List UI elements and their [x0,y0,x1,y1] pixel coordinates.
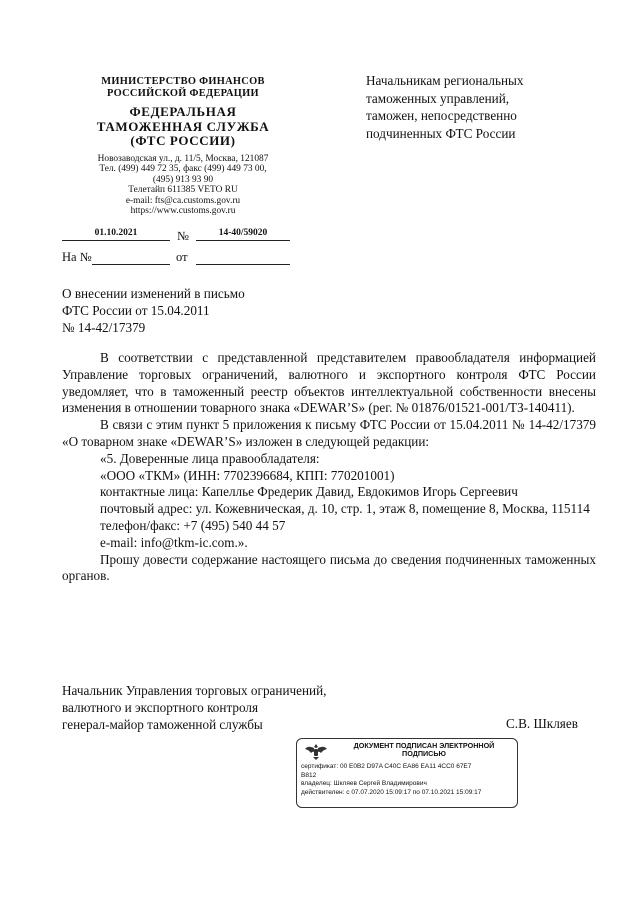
subject-line: О внесении изменений в письмо [62,286,245,301]
stamp-title-line: ДОКУМЕНТ ПОДПИСАН ЭЛЕКТРОННОЙ [353,741,495,750]
reference-date-line [196,250,290,265]
stamp-title [331,742,517,759]
number-sign: № [177,229,189,243]
body-paragraph: почтовый адрес: ул. Кожевническая, д. 10, стр. 1, этаж 8, помещение 8, Москва, 115114 [100,501,590,517]
signatory-name: С.В. Шкляев [506,716,578,731]
subject-block [62,286,322,336]
addressee-line: таможенных управлений, [366,90,510,106]
contact-block [58,154,308,216]
addressee-line: Начальникам региональных [366,73,524,88]
registration-date: 01.10.2021 [62,226,170,241]
subject-line: № 14-42/17379 [62,319,146,335]
body-paragraph: Прошу довести содержание настоящего письма до сведения подчиненных таможенных органов. [62,551,596,584]
signatory-title [62,682,326,734]
certificate-line: сертификат: 00 E0B2 D97A C40C EA86 EA11 4CC0 67E7 [301,763,472,770]
body-paragraph: «ООО «ТКМ» (ИНН: 7702396684, КПП: 770201001) [100,467,395,483]
body-paragraph: телефон/факс: +7 (495) 540 44 57 [100,517,286,533]
service-line: ФЕДЕРАЛЬНАЯ [129,104,237,119]
service-line: ТАМОЖЕННАЯ СЛУЖБА [96,118,270,134]
body-paragraph: контактные лица: Капеллье Фредерик Давид, Евдокимов Игорь Сергеевич [100,484,518,500]
website-line: https://www.customs.gov.ru [130,206,236,217]
teletype-line: Телетайп 611385 VETO RU [128,185,238,196]
phone-line: Тел. (499) 449 72 35, факс (499) 449 73 00, [99,164,267,175]
ministry-line: РОССИЙСКОЙ ФЕДЕРАЦИИ [107,88,259,99]
body-paragraph: «5. Доверенные лица правообладателя: [100,450,320,466]
body-paragraph: e-mail: info@tkm-ic.com.». [100,534,248,550]
signatory-line: генерал-майор таможенной службы [62,717,263,733]
reference-number-line [92,250,170,265]
owner-line: владелец: Шкляев Сергей Владимирович [301,780,427,788]
addressee-line: таможен, непосредственно [366,108,517,123]
registration-number: 14-40/59020 [196,226,290,241]
letter-body [62,350,596,585]
body-paragraph: В связи с этим пункт 5 приложения к письму ФТС России от 15.04.2011 № 14-42/17379 «О товарном знаке «DEWAR’S» изложен в следующей редакции: [62,417,596,449]
stamp-details [301,763,515,797]
reference-from-label: от [176,250,188,264]
phone-line: (495) 913 93 90 [152,174,214,185]
addressee-block [366,72,596,142]
reference-label: На № [62,250,92,264]
signatory-line: Начальник Управления торговых ограничений, [62,683,327,698]
email-line: e-mail: fts@ca.customs.gov.ru [125,195,241,206]
signatory-line: валютного и экспортного контроля [62,700,259,716]
ministry-line: МИНИСТЕРСТВО ФИНАНСОВ [101,76,265,87]
subject-line: ФТС России от 15.04.2011 [62,302,210,318]
service-header [58,105,308,149]
ministry-header [58,76,308,100]
addressee-line: подчиненных ФТС России [366,125,516,141]
address-line: Новозаводская ул., д. 11/5, Москва, 121087 [97,154,269,164]
stamp-title-line: ПОДПИСЬЮ [402,749,446,759]
body-paragraph: В соответствии с представленной представителем правообладателя информацией Управление торговых ограничений, валютного и экспортного контроля ФТС России уведомляет, что в таможенный реестр объектов интеллектуальной собственности внесены изменения в отношении товарного знака «DEWAR’S» (рег. № 01876/01521-001/ТЗ-140411). [62,350,596,416]
eagle-emblem-icon [303,742,329,762]
service-line: (ФТС РОССИИ) [130,133,236,148]
certificate-line-cont: B812 [301,771,317,779]
validity-line: действителен: с 07.07.2020 15:09:17 по 07.10.2021 15:09:17 [301,788,482,796]
electronic-signature-stamp [296,738,518,808]
